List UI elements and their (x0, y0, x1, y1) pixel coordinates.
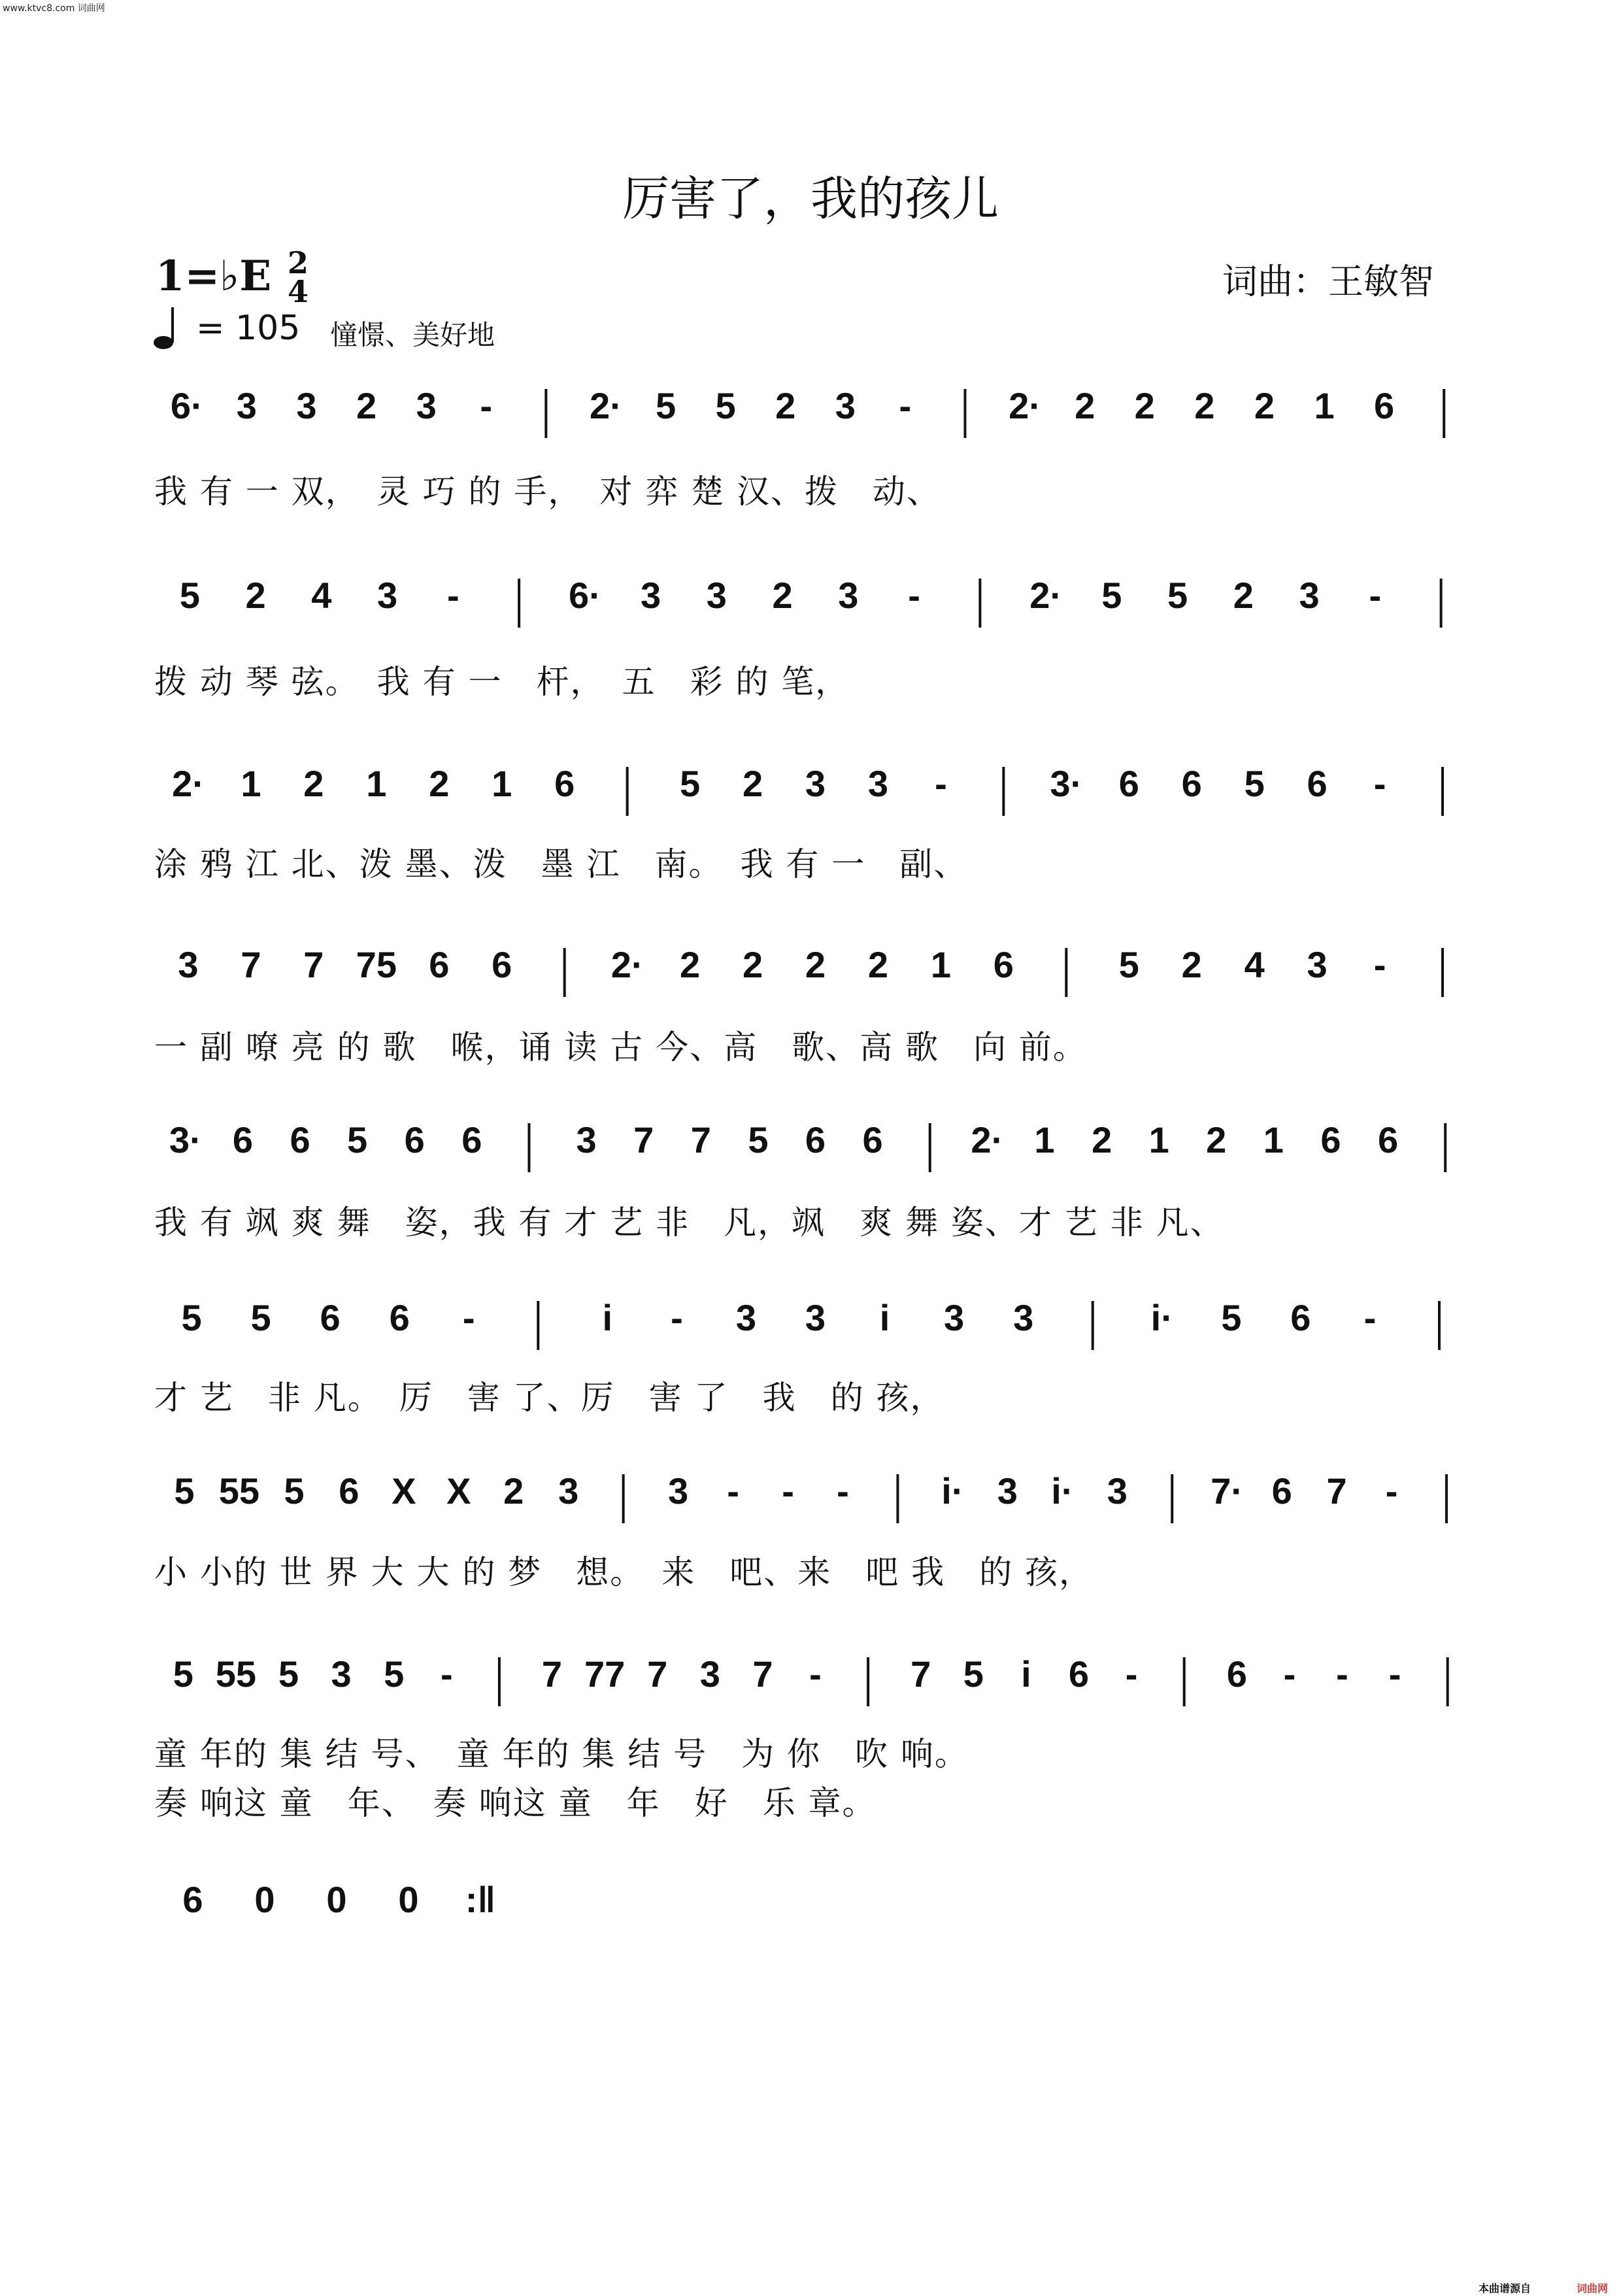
note: 5 (384, 1653, 405, 1695)
note: i (1021, 1653, 1031, 1695)
note: 6 (554, 763, 575, 804)
note: 7 (1326, 1470, 1347, 1511)
note: X (446, 1470, 471, 1511)
note: 3 (416, 385, 437, 426)
note: i· (1150, 1297, 1173, 1338)
note: - (899, 385, 912, 426)
note: 1 (1314, 385, 1335, 426)
note: 7 (241, 944, 261, 985)
note: 55 (218, 1470, 260, 1511)
note: 6 (429, 944, 450, 985)
note: 3 (236, 385, 257, 426)
note: i· (1051, 1470, 1074, 1511)
tempo-marking: = 105 (196, 309, 301, 348)
note: 3 (735, 1297, 757, 1338)
lyric-line-1: 我 有 一 双， 灵 巧 的 手， 对 弈 楚 汉、拨 动、 (154, 473, 941, 511)
note: - (447, 575, 460, 616)
note: 3 (867, 763, 889, 804)
note: 6 (862, 1119, 883, 1160)
note: 1 (930, 944, 951, 985)
note: 2 (742, 763, 763, 804)
note: 5 (963, 1653, 984, 1695)
note: 6 (389, 1297, 410, 1338)
note: 2 (1075, 385, 1095, 426)
note: 2 (503, 1470, 524, 1511)
note: 5 (748, 1119, 769, 1160)
note: 2 (1194, 385, 1215, 426)
note: 6 (1374, 385, 1395, 426)
lyric-line-8a: 童 年的 集 结 号、 童 年的 集 结 号 为 你 吹 响。 (154, 1735, 969, 1773)
note: - (908, 575, 920, 616)
note: 2· (971, 1119, 1004, 1160)
note: 2· (590, 385, 622, 426)
note: - (782, 1470, 794, 1511)
note: 3 (558, 1470, 579, 1511)
note: 1 (492, 763, 512, 804)
note: 5 (1221, 1297, 1242, 1338)
note: 2 (1091, 1119, 1112, 1160)
note: 0 (254, 1879, 275, 1920)
note: 3 (377, 575, 398, 616)
note: 2 (245, 575, 266, 616)
note: 7 (911, 1653, 931, 1695)
note: 2 (680, 944, 701, 985)
note: 3 (805, 763, 826, 804)
note: 6· (568, 575, 601, 616)
note: 5 (1167, 575, 1188, 616)
note: 6 (1118, 763, 1139, 804)
note: 4 (311, 575, 332, 616)
note: 3 (576, 1119, 597, 1160)
note: X (392, 1470, 416, 1511)
note: 2· (172, 763, 205, 804)
note: 6 (232, 1119, 253, 1160)
note: - (1363, 1297, 1377, 1338)
note: - (1373, 763, 1386, 804)
note: 3 (668, 1470, 689, 1511)
note: 3 (944, 1297, 965, 1338)
lyric-line-5: 我 有 飒 爽 舞 姿，我 有 才 艺 非 凡，飒 爽 舞 姿、才 艺 非 凡、 (154, 1204, 1224, 1241)
note: 1 (241, 763, 261, 804)
note: 7 (647, 1653, 668, 1695)
note: 2 (1181, 944, 1202, 985)
mood-marking: 憧憬、美好地 (330, 319, 495, 351)
note: 6 (320, 1297, 341, 1338)
note: 2 (356, 385, 377, 426)
note: 6 (182, 1879, 203, 1920)
note: 5 (1244, 763, 1265, 804)
note: - (462, 1297, 475, 1338)
note: 7· (1211, 1470, 1244, 1511)
note: 2 (775, 385, 796, 426)
note: 2 (303, 763, 324, 804)
note: 5 (715, 385, 736, 426)
lyric-line-3: 涂 鸦 江 北、泼 墨、泼 墨 江 南。 我 有 一 副、 (154, 845, 968, 883)
note: 6 (1378, 1119, 1399, 1160)
note: 6 (339, 1470, 359, 1511)
note: 6 (1307, 763, 1328, 804)
note: - (1369, 575, 1382, 616)
note: 3· (169, 1119, 202, 1160)
note: 6 (404, 1119, 425, 1160)
note: 5 (278, 1653, 299, 1695)
note: 3 (997, 1470, 1018, 1511)
lyric-line-6: 才 艺 非 凡。 厉 害 了、厉 害 了 我 的 孩， (154, 1379, 944, 1417)
note: 5 (174, 1470, 195, 1511)
note: 5 (680, 763, 701, 804)
note: 2· (610, 944, 644, 985)
note: 7 (541, 1653, 563, 1695)
note: 3 (331, 1653, 352, 1695)
note: 2 (867, 944, 889, 985)
note: 1 (1263, 1119, 1284, 1160)
note: 75 (356, 944, 397, 985)
note: - (727, 1470, 739, 1511)
note: - (671, 1297, 683, 1338)
note: 6 (805, 1119, 826, 1160)
note: 5 (250, 1297, 271, 1338)
note: 0 (326, 1879, 347, 1920)
note: - (1125, 1653, 1138, 1695)
note: 6· (170, 385, 203, 426)
note: 3 (838, 575, 859, 616)
note: 3 (1013, 1297, 1034, 1338)
note: 6 (993, 944, 1014, 985)
note: 1 (1148, 1119, 1169, 1160)
note: i (879, 1297, 890, 1338)
note: - (1385, 1470, 1398, 1511)
note: 5 (179, 575, 200, 616)
note: 5 (173, 1653, 193, 1695)
note: 2 (1134, 385, 1155, 426)
note: 5 (181, 1297, 202, 1338)
note: 2 (1206, 1119, 1227, 1160)
note: - (1388, 1653, 1401, 1695)
note: 5 (655, 385, 677, 426)
note: 6 (492, 944, 512, 985)
note: i· (941, 1470, 964, 1511)
note: 6 (1290, 1297, 1311, 1338)
site-watermark: www.ktvc8.com 词曲网 (3, 3, 105, 14)
lyric-line-8b: 奏 响这 童 年、 奏 响这 童 年 好 乐 章。 (154, 1784, 877, 1822)
note: - (837, 1470, 849, 1511)
note: 3 (1299, 575, 1320, 616)
note: - (809, 1653, 822, 1695)
note: 2· (1009, 385, 1041, 426)
time-numerator: 2 (288, 245, 309, 280)
note: - (1373, 944, 1386, 985)
note: 7 (303, 944, 324, 985)
note: 6 (1271, 1470, 1292, 1511)
note: 2 (429, 763, 450, 804)
footer-source: 本曲谱源自 (1479, 2282, 1531, 2295)
note: 5 (347, 1119, 368, 1160)
note: - (1283, 1653, 1296, 1695)
note: 4 (1244, 944, 1265, 985)
note: 3 (296, 385, 317, 426)
note: - (935, 763, 947, 804)
note: 3 (706, 575, 727, 616)
key-signature: 1=♭E (156, 252, 272, 301)
note: - (440, 1653, 453, 1695)
note: 0 (398, 1879, 419, 1920)
note: 7 (690, 1119, 711, 1160)
note: 6 (1226, 1653, 1247, 1695)
note: 3 (805, 1297, 826, 1338)
note: 3 (699, 1653, 720, 1695)
note: 6 (1320, 1119, 1341, 1160)
song-title: 厉害了，我的孩儿 (622, 171, 999, 226)
note: i (602, 1297, 613, 1338)
note: 6 (1181, 763, 1202, 804)
note: 1 (1034, 1119, 1055, 1160)
note: 5 (1118, 944, 1139, 985)
note: 2 (1233, 575, 1254, 616)
note: 3 (641, 575, 661, 616)
note: 6 (1068, 1653, 1090, 1695)
time-denominator: 4 (288, 274, 309, 309)
note: 6 (461, 1119, 482, 1160)
lyric-line-4: 一 副 嘹 亮 的 歌 喉，诵 读 古 今、高 歌、高 歌 向 前。 (154, 1028, 1087, 1066)
note: 3 (1107, 1470, 1128, 1511)
note: 2 (805, 944, 826, 985)
lyric-line-2: 拨 动 琴 弦。 我 有 一 杆， 五 彩 的 笔， (154, 663, 850, 701)
note: 5 (284, 1470, 305, 1511)
note: :‖ (465, 1879, 496, 1920)
note: 3 (1307, 944, 1328, 985)
note: 2 (772, 575, 793, 616)
note: 3 (835, 385, 856, 426)
note: 6 (290, 1119, 310, 1160)
note: - (1336, 1653, 1348, 1695)
note: 7 (752, 1653, 773, 1695)
note: 1 (366, 763, 387, 804)
note: 2 (1254, 385, 1275, 426)
note: - (480, 385, 493, 426)
note: 3· (1050, 763, 1083, 804)
note: 2 (742, 944, 763, 985)
author-credit: 词曲：王敏智 (1222, 261, 1434, 302)
note: 5 (1101, 575, 1122, 616)
footer-site: 词曲网 (1577, 2282, 1609, 2295)
note: 3 (178, 944, 199, 985)
lyric-line-7: 小 小的 世 界 大 大 的 梦 想。 来 吧、来 吧 我 的 孩， (154, 1553, 1094, 1591)
note: 55 (215, 1653, 257, 1695)
note: 77 (584, 1653, 626, 1695)
note: 7 (633, 1119, 654, 1160)
note: 2· (1029, 575, 1063, 616)
